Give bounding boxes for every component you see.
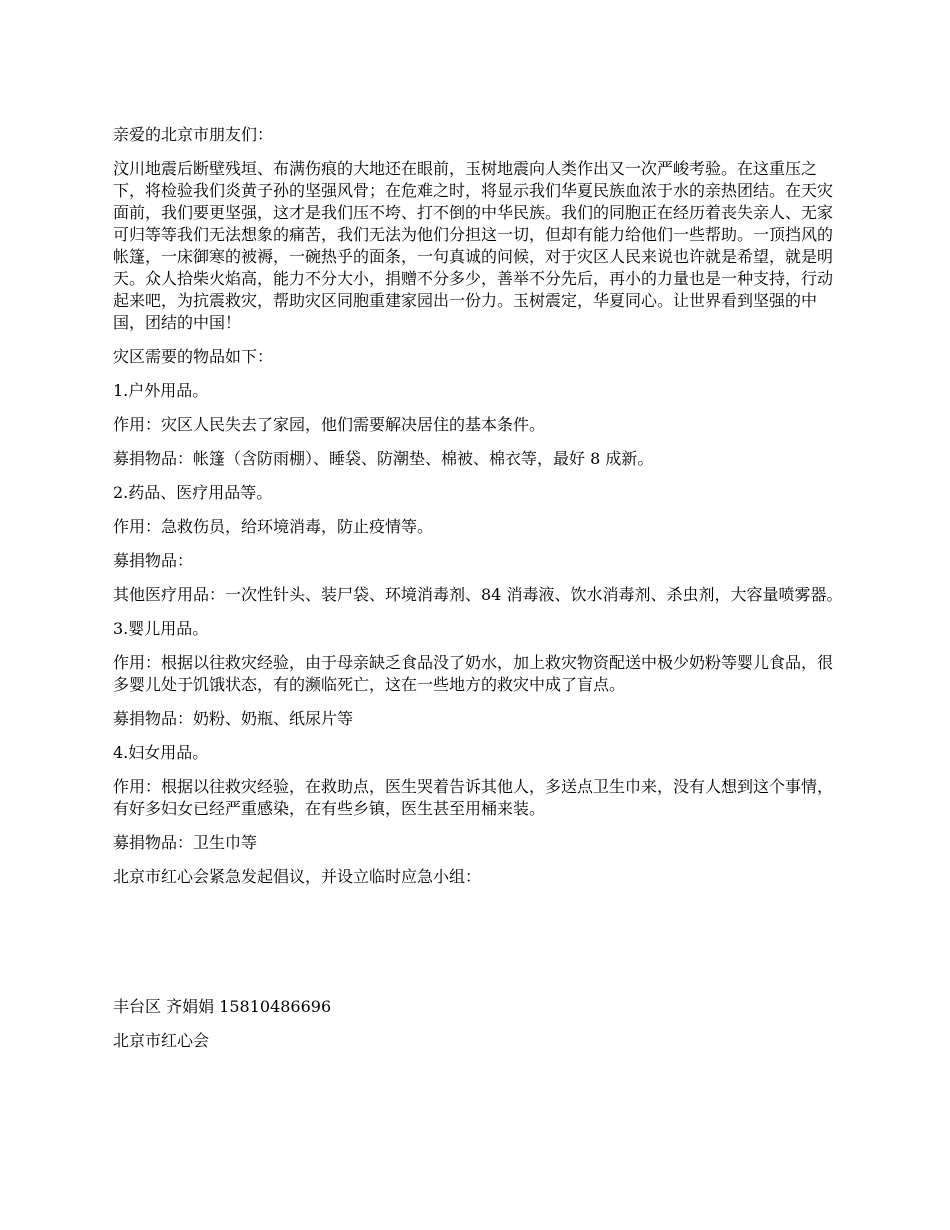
item-1-donation: 募捐物品：帐篷（含防雨棚）、睡袋、防潮垫、棉被、棉衣等，最好 8 成新。 bbox=[113, 449, 654, 468]
item-4-donation: 募捐物品：卫生巾等 bbox=[113, 833, 258, 852]
item-2-purpose: 作用：急救伤员，给环境消毒，防止疫情等。 bbox=[113, 517, 434, 536]
item-1-purpose: 作用：灾区人民失去了家园，他们需要解决居住的基本条件。 bbox=[113, 415, 546, 434]
intro-paragraph: 汶川地震后断壁残垣、布满伤痕的大地还在眼前，玉树地震向人类作出又一次严峻考验。在这重压之下，将检验我们炎黄子孙的坚强风骨；在危难之时，将显示我们华夏民族血浓于水的亲热团结。在天灾面前，我们要更坚强，这才是我们压不垮、打不倒的中华民族。我们的同胞正在经历着丧失亲人、无家可归等等我们无法想象的痛苦，我们无法为他们分担这一切，但却有能力给他们一些帮助。一顶挡风的帐篷，一床御寒的被褥，一碗热乎的面条，一句真诚的问候，对于灾区人民来说也许就是希望，就是明天。众人拾柴火焰高，能力不分大小，捐赠不分多少，善举不分先后，再小的力量也是一种支持，行动起来吧，为抗震救灾，帮助灾区同胞重建家园出一份力。玉树震定，华夏同心。让世界看到坚强的中国，团结的中国！ bbox=[113, 159, 834, 332]
needs-heading: 灾区需要的物品如下： bbox=[113, 347, 274, 366]
item-2-donation: 募捐物品： bbox=[113, 551, 194, 570]
item-3-purpose: 作用：根据以往救灾经验，由于母亲缺乏食品没了奶水，加上救灾物资配送中极少奶粉等婴儿食品，很多婴儿处于饥饿状态，有的濒临死亡，这在一些地方的救灾中成了盲点。 bbox=[113, 653, 834, 694]
item-1-title: 1.户外用品。 bbox=[113, 381, 209, 400]
item-4-title: 4.妇女用品。 bbox=[113, 743, 209, 762]
signature: 北京市红心会 bbox=[113, 1031, 210, 1050]
item-4-purpose: 作用：根据以往救灾经验，在救助点，医生哭着告诉其他人，多送点卫生巾来，没有人想到这个事情，有好多妇女已经严重感染，在有些乡镇，医生甚至用桶来装。 bbox=[113, 777, 834, 818]
item-2-title: 2.药品、医疗用品等。 bbox=[113, 483, 273, 502]
item-3-title: 3.婴儿用品。 bbox=[113, 619, 209, 638]
blank-space bbox=[113, 900, 848, 996]
item-3-donation: 募捐物品：奶粉、奶瓶、纸尿片等 bbox=[113, 709, 354, 728]
letter-document bbox=[113, 124, 848, 1064]
contact-line: 丰台区 齐娟娟 15810486696 bbox=[113, 997, 332, 1016]
greeting: 亲爱的北京市朋友们： bbox=[113, 125, 274, 144]
item-2-extra: 其他医疗用品：一次性针头、装尸袋、环境消毒剂、84 消毒液、饮水消毒剂、杀虫剂，大容量喷雾器。 bbox=[113, 585, 843, 604]
closing-paragraph: 北京市红心会紧急发起倡议，并设立临时应急小组： bbox=[113, 867, 482, 886]
